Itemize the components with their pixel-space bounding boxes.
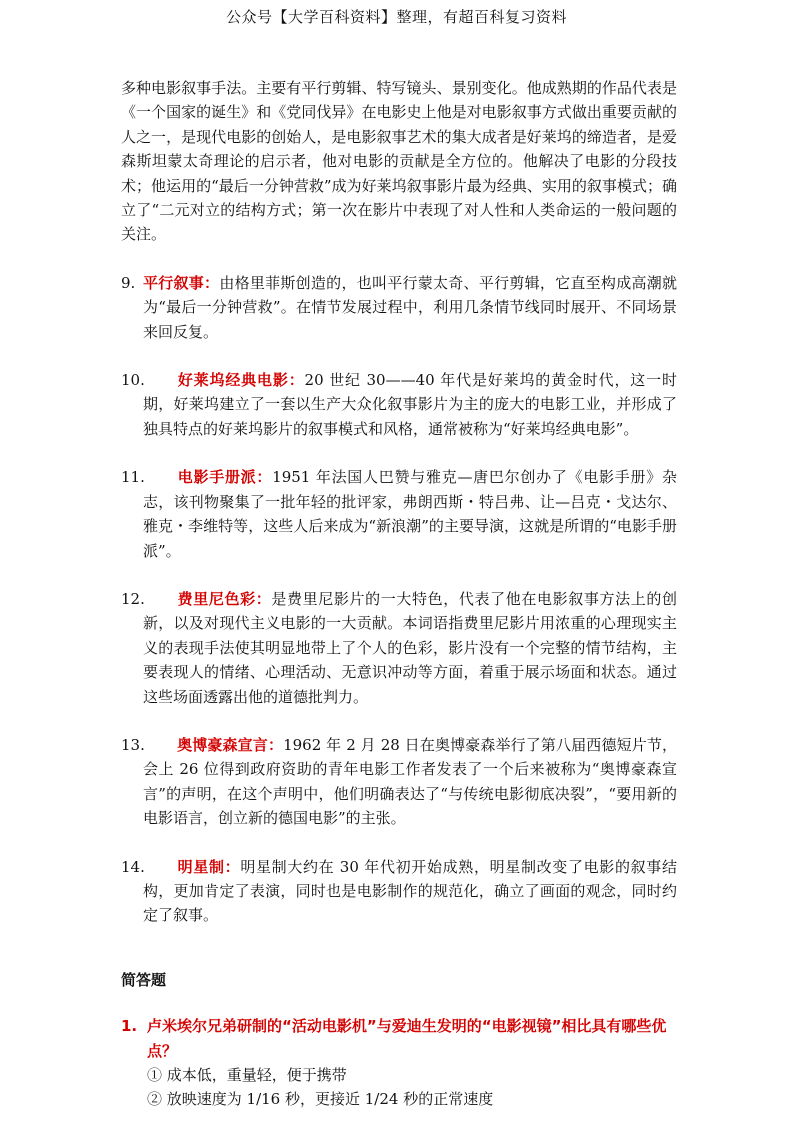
item-term: 明星制：	[177, 857, 241, 876]
section-title: 简答题	[121, 970, 167, 989]
list-item	[121, 855, 677, 928]
item-text: 20 世纪 30——40 年代是好莱坞的黄金时代，这一时期，好莱坞建立了一套以生产大众化叙事影片为主的庞大的电影工业，并形成了独具特点的好莱坞影片的叙事模式和风格，通常被称为“好莱坞经典电影”。	[143, 371, 677, 438]
list-item	[121, 368, 677, 441]
intro-paragraph: 多种电影叙事手法。主要有平行剪辑、特写镜头、景别变化。他成熟期的作品代表是《一个国家的诞生》和《党同伐异》在电影史上他是对电影叙事方式做出重要贡献的人之一，是现代电影的创始人，是电影叙事艺术的集大成者是好莱坞的缔造者，是爱森斯坦蒙太奇理论的启示者，他对电影的贡献是全方位的。他解决了电影的分段技术；他运用的“最后一分钟营救”成为好莱坞叙事影片最为经典、实用的叙事模式；确立了“二元对立的结构方式；第一次在影片中表现了对人性和人类命运的一般问题的关注。	[121, 79, 677, 244]
page-header: 公众号【大学百科资料】整理，有超百科复习资料	[225, 8, 567, 26]
question-item	[121, 1014, 677, 1063]
item-text: 由格里菲斯创造的，也叫平行蒙太奇、平行剪辑，它直至构成高潮就为“最后一分钟营救”。在情节发展过程中，利用几条情节线同时展开、不同场景来回反复。	[143, 273, 677, 341]
item-number: 14.	[121, 857, 145, 876]
item-term: 好莱坞经典电影：	[177, 371, 305, 390]
item-term: 电影手册派：	[177, 468, 273, 487]
item-number: 13.	[121, 735, 145, 754]
list-item	[121, 465, 677, 563]
item-term: 平行叙事：	[143, 273, 220, 292]
item-text: 是费里尼影片的一大特色，代表了他在电影叙事方法上的创新，以及对现代主义电影的一大贡献。本词语指费里尼影片用浓重的心理现实主义的表现手法使其明显地带上了个人的色彩，影片没有一个完整的情节结构，主要表现人的情绪、心理活动、无意识冲动等方面，着重于展示场面和状态。通过这些场面透露出他的道德批判力。	[143, 589, 677, 706]
question-text: 卢米埃尔兄弟研制的“活动电影机”与爱迪生发明的“电影视镜”相比具有哪些优点？	[147, 1017, 667, 1060]
answer-line: ① 成本低，重量轻，便于携带	[147, 1066, 347, 1084]
item-number: 11.	[121, 468, 145, 487]
item-text: 明星制大约在 30 年代初开始成熟，明星制改变了电影的叙事结构，更加肯定了表演，同时也是电影制作的规范化，确立了画面的观念，同时约定了叙事。	[143, 857, 677, 925]
item-text: 1951 年法国人巴赞与雅克—唐巴尔创办了《电影手册》杂志，该刊物聚集了一批年轻的批评家，弗朗西斯・特吕弗、让—吕克・戈达尔、雅克・李维特等，这些人后来成为“新浪潮”的主要导演，这就是所谓的“电影手册派”。	[143, 468, 677, 560]
item-number: 10.	[121, 371, 145, 390]
question-number: 1.	[121, 1017, 138, 1036]
list-item	[121, 587, 677, 709]
item-number: 9.	[121, 273, 136, 292]
item-text: 1962 年 2 月 28 日在奥博豪森举行了第八届西德短片节，会上 26 位得到政府资助的青年电影工作者发表了一个后来被称为“奥博豪森宣言”的声明，在这个声明中，他们明确表达了“与传统电影彻底决裂”，“要用新的电影语言，创立新的德国电影”的主张。	[143, 735, 677, 828]
page-content	[121, 76, 677, 1112]
list-item	[121, 271, 677, 344]
item-number: 12.	[121, 589, 145, 608]
list-item	[121, 733, 677, 831]
answer-line: ② 放映速度为 1/16 秒，更接近 1/24 秒的正常速度	[147, 1090, 494, 1109]
item-term: 奥博豪森宣言：	[177, 735, 284, 754]
item-term: 费里尼色彩：	[177, 589, 272, 608]
